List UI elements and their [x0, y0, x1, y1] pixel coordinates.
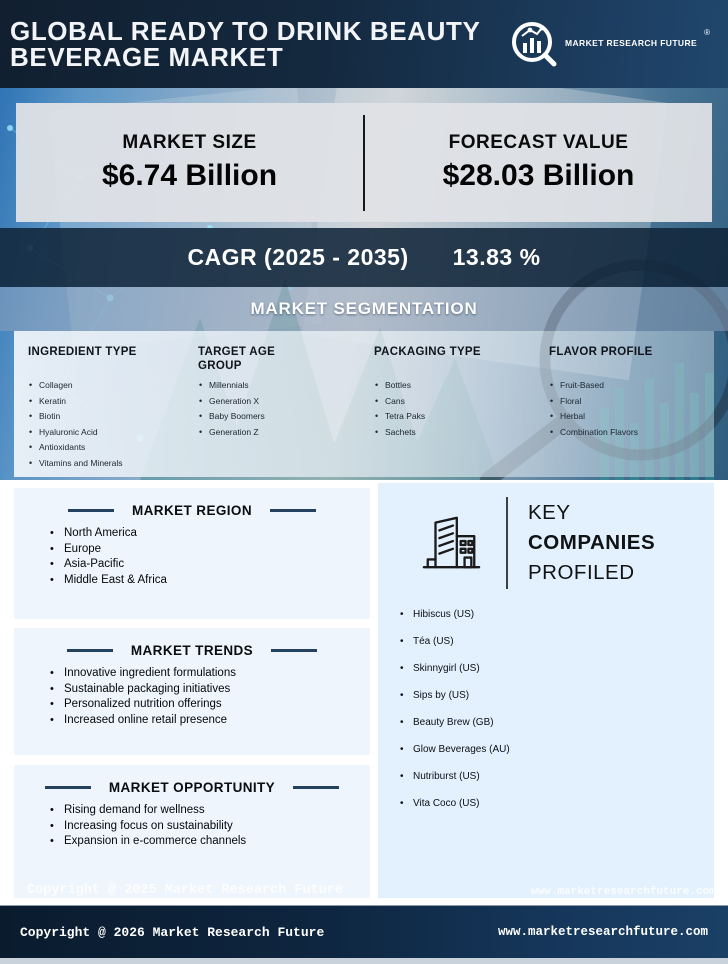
cagr-label: CAGR (2025 - 2035): [187, 244, 409, 270]
trend-item: • Sustainable packaging initiatives: [50, 683, 370, 696]
market-trends-title: MARKET TRENDS: [130, 643, 254, 658]
market-opportunity-header: [14, 765, 370, 795]
market-size-block: [16, 132, 363, 193]
header-divider: [506, 497, 508, 589]
forecast-value-label: FORECAST VALUE: [448, 132, 629, 153]
registered-trademark: ®: [704, 28, 710, 37]
market-opportunity-box: [14, 765, 370, 898]
key-companies-box: [378, 483, 714, 898]
segment-item: • Bottles: [374, 380, 542, 390]
segment-heading: FLAVOR PROFILE: [549, 346, 653, 358]
segment-item: • Antioxidants: [28, 442, 192, 452]
market-region-title: MARKET REGION: [132, 503, 252, 518]
segment-target-age-group: [192, 346, 368, 477]
segmentation-title: MARKET SEGMENTATION: [250, 299, 478, 318]
header: [0, 0, 728, 88]
segment-item: • Keratin: [28, 396, 192, 406]
segment-item: • Millennials: [198, 380, 368, 390]
segment-item: • Combination Flavors: [549, 427, 714, 437]
footer-copyright: Copyright @ 2026 Market Research Future: [20, 924, 325, 940]
segment-item: • Floral: [549, 396, 714, 406]
key-companies-title-line3: PROFILED: [528, 561, 635, 584]
segment-items: [28, 380, 192, 468]
forecast-value-block: [365, 132, 712, 193]
decorative-dash: [45, 786, 91, 789]
decorative-dash: [67, 649, 113, 652]
segment-items: [549, 380, 714, 437]
segment-item: • Fruit-Based: [549, 380, 714, 390]
decorative-dash: [270, 509, 316, 512]
segmentation-panel: [14, 331, 714, 477]
segment-packaging-type: [368, 346, 542, 477]
footer: [0, 905, 728, 958]
region-item: • North America: [50, 527, 370, 540]
market-region-box: [14, 488, 370, 619]
key-companies-title-line1: KEY: [528, 501, 571, 524]
opportunity-item: • Rising demand for wellness: [50, 804, 370, 817]
page-title: [10, 18, 480, 70]
segment-items: [198, 380, 368, 437]
cagr-bar: [0, 228, 728, 287]
region-item: • Europe: [50, 543, 370, 556]
segment-heading: INGREDIENT TYPE: [28, 346, 137, 358]
brand-name: MARKET RESEARCH FUTURE: [565, 38, 698, 48]
company-list: [378, 609, 714, 810]
region-item: • Middle East & Africa: [50, 574, 370, 587]
market-opportunity-title: MARKET OPPORTUNITY: [108, 780, 276, 795]
segment-heading: PACKAGING TYPE: [374, 346, 481, 358]
segment-item: • Generation Z: [198, 427, 368, 437]
key-companies-header: [378, 483, 714, 589]
market-region-items: [14, 527, 370, 587]
region-item: • Asia-Pacific: [50, 558, 370, 571]
trend-item: • Increased online retail presence: [50, 714, 370, 727]
opportunity-item: • Increasing focus on sustainability: [50, 820, 370, 833]
market-opportunity-items: [14, 804, 370, 848]
market-trends-header: [14, 628, 370, 658]
trend-item: • Innovative ingredient formulations: [50, 667, 370, 680]
footer-website-link[interactable]: www.marketresearchfuture.com: [497, 925, 708, 939]
opportunity-item: • Expansion in e-commerce channels: [50, 835, 370, 848]
company-item: • Glow Beverages (AU): [400, 744, 714, 756]
segment-heading: TARGET AGE GROUP: [198, 346, 276, 372]
segment-item: • Generation X: [198, 396, 368, 406]
segment-item: • Vitamins and Minerals: [28, 458, 192, 468]
company-item: • Hibiscus (US): [400, 609, 714, 621]
segment-flavor-profile: [542, 346, 714, 477]
segment-item: • Cans: [374, 396, 542, 406]
segment-ingredient-type: [14, 346, 192, 477]
company-item: • Téa (US): [400, 636, 714, 648]
segment-item: • Hyaluronic Acid: [28, 427, 192, 437]
key-companies-title: [528, 498, 655, 588]
decorative-dash: [68, 509, 114, 512]
segment-item: • Herbal: [549, 411, 714, 421]
market-size-value: $6.74 Billion: [101, 159, 278, 192]
cagr-value: 13.83 %: [452, 244, 541, 270]
segment-item: • Baby Boomers: [198, 411, 368, 421]
ghost-website-text: www.marketresearchfuture.com: [531, 886, 716, 898]
bottom-strip: [0, 958, 728, 964]
segment-item: • Biotin: [28, 411, 192, 421]
mrfr-logo-icon: [510, 20, 558, 68]
market-stats-band: [16, 103, 712, 222]
segment-item: • Collagen: [28, 380, 192, 390]
company-item: • Nutriburst (US): [400, 771, 714, 783]
company-item: • Sips by (US): [400, 690, 714, 702]
brand-logo: [510, 20, 710, 68]
key-companies-title-line2: COMPANIES: [528, 531, 656, 554]
page-title-line1: GLOBAL READY TO DRINK BEAUTY: [10, 16, 481, 46]
market-trends-items: [14, 667, 370, 727]
decorative-dash: [271, 649, 317, 652]
building-icon: [420, 510, 482, 576]
forecast-value: $28.03 Billion: [442, 159, 635, 192]
company-item: • Beauty Brew (GB): [400, 717, 714, 729]
page-title-line2: BEVERAGE MARKET: [10, 42, 284, 72]
segment-item: • Tetra Paks: [374, 411, 542, 421]
market-trends-box: [14, 628, 370, 755]
company-item: • Vita Coco (US): [400, 798, 714, 810]
ghost-copyright-text: Copyright @ 2025 Market Research Future: [27, 883, 343, 898]
segment-item: • Sachets: [374, 427, 542, 437]
decorative-dash: [293, 786, 339, 789]
market-region-header: [14, 488, 370, 518]
segmentation-title-band: [0, 287, 728, 331]
market-size-label: MARKET SIZE: [122, 132, 257, 153]
trend-item: • Personalized nutrition offerings: [50, 698, 370, 711]
company-item: • Skinnygirl (US): [400, 663, 714, 675]
segment-items: [374, 380, 542, 437]
